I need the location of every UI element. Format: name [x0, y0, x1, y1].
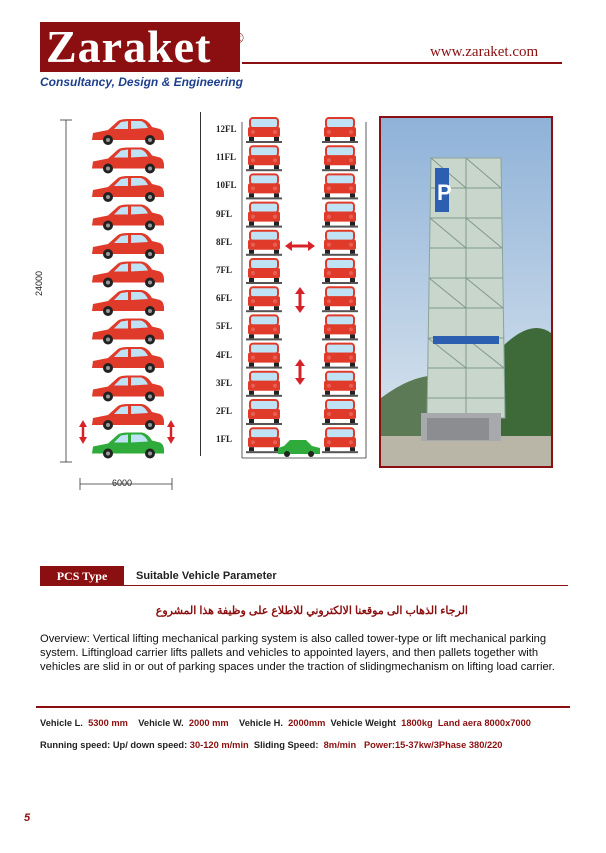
floor-label: 9FL: [216, 208, 233, 219]
power-value: 15-37kw/3Phase 380/220: [394, 740, 503, 750]
website-link[interactable]: www.zaraket.com: [430, 44, 539, 60]
front-car-icon: [246, 146, 282, 171]
power-label: Power:: [363, 740, 395, 750]
lift-arrow-lower-icon: [295, 359, 305, 385]
lift-speed-label: Running speed: Up/ down speed:: [40, 740, 188, 750]
front-car-icon: [246, 259, 282, 284]
floor-label: 2FL: [216, 406, 233, 416]
vehicle-width-value: 2000 mm: [188, 718, 229, 728]
front-car-icon: [246, 203, 282, 228]
page-number: 5: [24, 812, 31, 824]
front-car-icon: [322, 146, 358, 171]
floor-label: 12FL: [216, 124, 237, 134]
front-car-icon: [246, 428, 282, 453]
pcs-type-label: PCS Type: [40, 566, 124, 586]
side-car-icon: [92, 176, 164, 202]
front-car-icon: [246, 315, 282, 340]
vehicle-parameters-row: [40, 718, 531, 728]
front-car-icon: [322, 400, 358, 425]
company-logo: Zaraket: [40, 22, 240, 72]
front-car-icon: [322, 372, 358, 397]
speed-parameters-row: [40, 740, 502, 750]
side-car-icon: [92, 262, 164, 288]
front-car-icon: [322, 231, 358, 256]
sliding-speed-label: Sliding Speed:: [253, 740, 319, 750]
floor-label: 10FL: [216, 180, 237, 191]
side-car-icon: [92, 319, 164, 345]
front-car-icon: [322, 287, 358, 312]
lift-arrow-right-icon: [167, 420, 175, 444]
front-car-icon: [246, 118, 282, 143]
side-car-icon: [92, 233, 164, 259]
height-dimension-label: 24000: [34, 270, 44, 296]
front-car-icon: [246, 287, 282, 312]
vehicle-weight-label: Vehicle Weight: [330, 718, 396, 728]
front-car-icon: [246, 344, 282, 369]
side-car-icon: [92, 433, 164, 459]
land-area-value: 8000x7000: [484, 718, 531, 728]
front-car-icon: [246, 231, 282, 256]
floor-label: 4FL: [216, 349, 233, 360]
vehicle-height-value: 2000mm: [288, 718, 326, 728]
vehicle-width-label: Vehicle W.: [138, 718, 184, 728]
front-car-icon: [322, 315, 358, 340]
front-car-icon: [322, 174, 358, 199]
front-car-icon: [322, 203, 358, 228]
diagram-divider: [200, 112, 201, 456]
floor-label: 8FL: [216, 236, 233, 247]
header-divider: [242, 62, 562, 64]
front-car-icon: [322, 259, 358, 284]
section-divider: [124, 585, 568, 586]
arabic-note: الرجاء الذهاب الى موقعنا الالكتروني للاطلاع على وظيفة هذا المشروع: [155, 605, 468, 617]
sliding-speed-value: 8m/min: [323, 740, 357, 750]
company-tagline: Consultancy, Design & Engineering: [40, 75, 243, 89]
side-car-icon: [92, 148, 164, 174]
floor-label: 7FL: [216, 265, 233, 275]
parameters-divider: [36, 706, 570, 708]
front-car-icon: [246, 174, 282, 199]
side-car-icon: [92, 205, 164, 231]
side-car-icon: [92, 404, 164, 430]
front-car-icon: [322, 344, 358, 369]
side-car-icon: [92, 119, 164, 145]
floor-label: 5FL: [216, 321, 233, 332]
floor-label: 3FL: [216, 377, 233, 388]
slide-arrow-icon: [285, 241, 315, 251]
floor-label: 11FL: [216, 152, 237, 163]
front-car-icon: [322, 428, 358, 453]
side-car-icon: [92, 347, 164, 373]
front-section-diagram: [240, 112, 370, 482]
floor-label: 1FL: [216, 434, 233, 445]
vehicle-weight-value: 1800kg: [401, 718, 433, 728]
pallet-car-icon: [278, 440, 320, 457]
parking-tower-photo: [379, 116, 553, 468]
front-car-icon: [322, 118, 358, 143]
elevation-diagram: [30, 110, 200, 500]
vehicle-height-label: Vehicle H.: [239, 718, 283, 728]
lift-speed-value: 30-120 m/min: [189, 740, 249, 750]
land-area-label: Land aera: [437, 718, 482, 728]
front-car-icon: [246, 372, 282, 397]
side-car-icon: [92, 376, 164, 402]
vehicle-length-label: Vehicle L.: [40, 718, 83, 728]
section-title: Suitable Vehicle Parameter: [136, 570, 277, 582]
registered-mark: ®: [232, 30, 245, 47]
floor-label: 6FL: [216, 293, 233, 304]
overview-paragraph: Overview: Vertical lifting mechanical parking system is also called tower-type or lift mechanical parking system. Liftingload carrier lifts pallets and vehicles to appointed layers, and then pallets together with vehicles are slid in or out of parking spaces under the traction of slidingmechanism on lifting load carrier.: [40, 633, 555, 673]
front-car-icon: [246, 400, 282, 425]
svg-text:P: P: [437, 180, 452, 205]
vehicle-length-value: 5300 mm: [88, 718, 128, 728]
lift-arrow-upper-icon: [295, 287, 305, 313]
lift-arrow-left-icon: [79, 420, 87, 444]
side-car-icon: [92, 290, 164, 316]
width-dimension-label: 6000: [112, 478, 133, 488]
